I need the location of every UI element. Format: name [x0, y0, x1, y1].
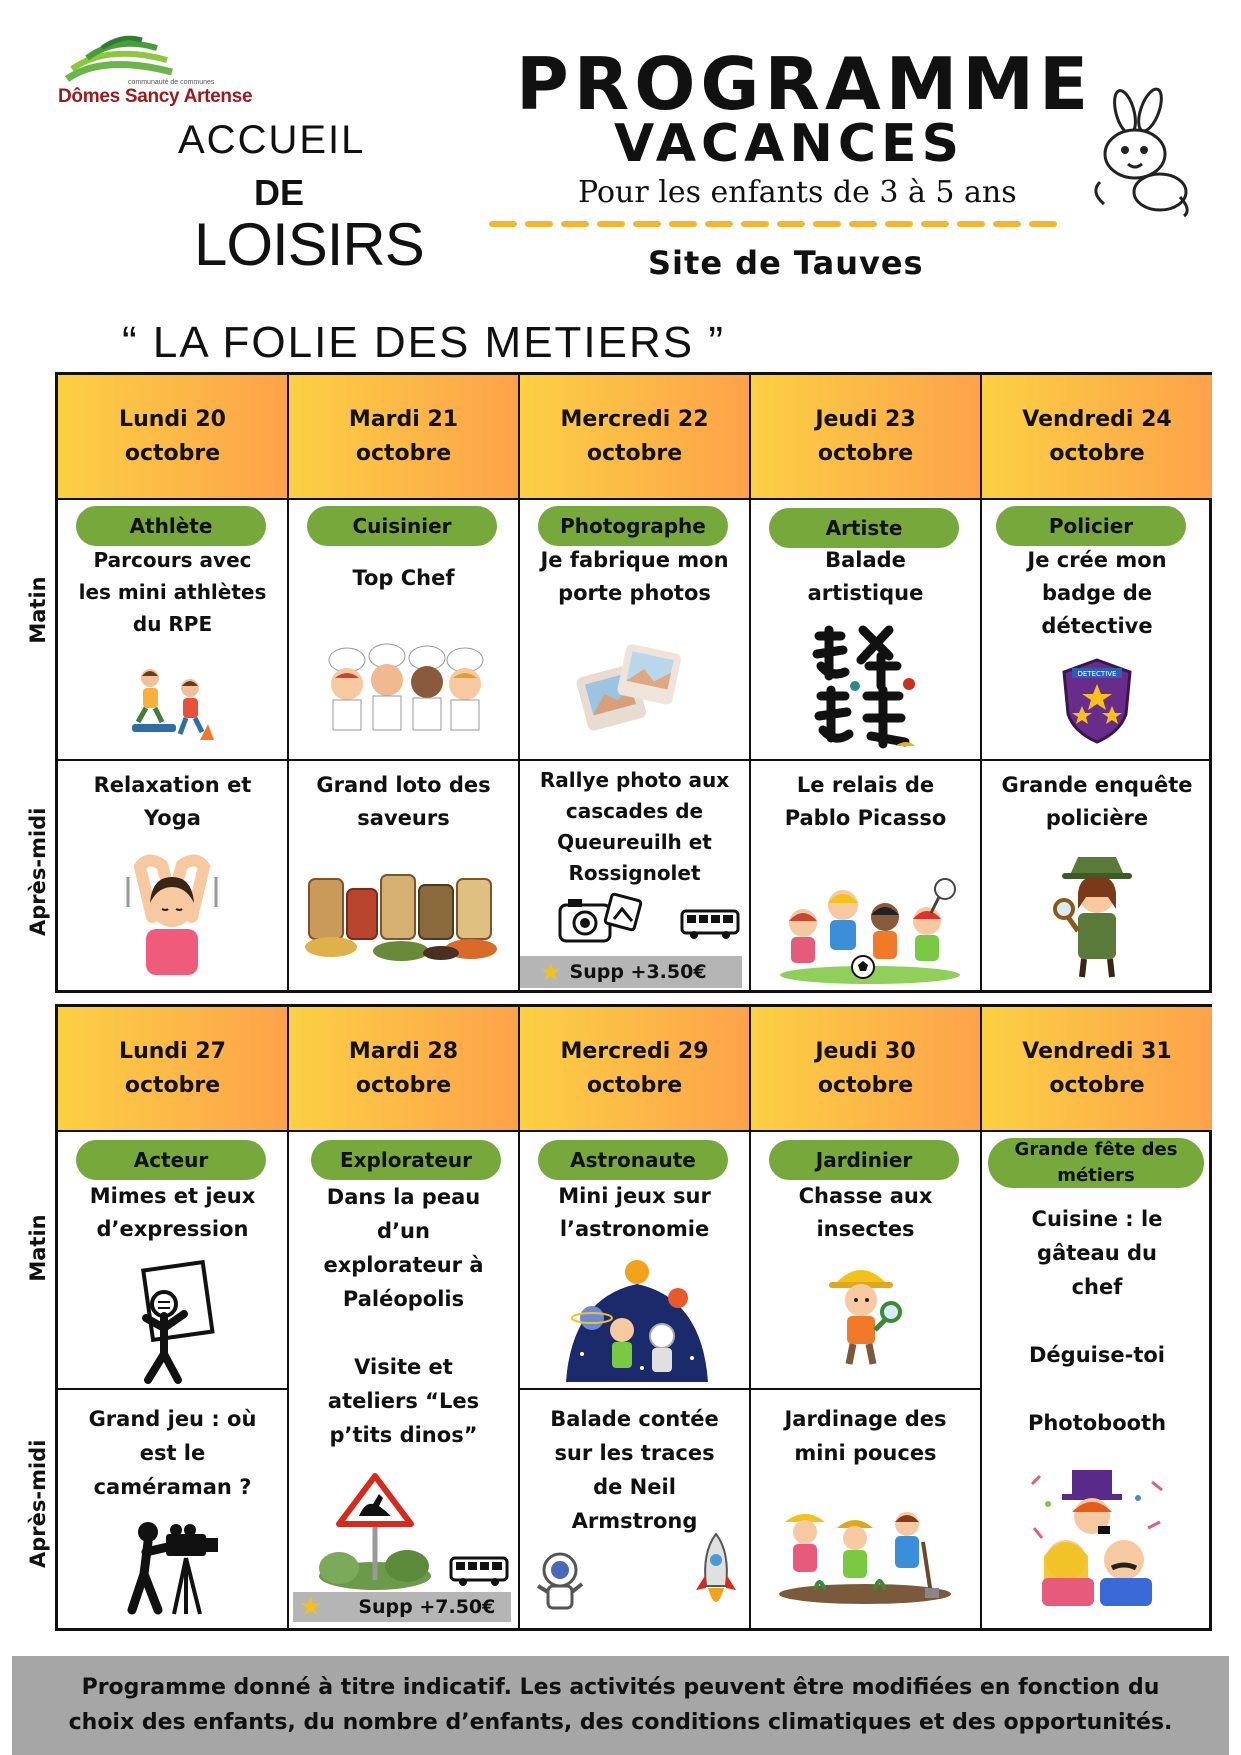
morning-cell: [520, 1132, 751, 1390]
gardening-kids-icon: [775, 1502, 955, 1606]
afternoon-cell: [751, 761, 982, 993]
morning-cell: [58, 1132, 289, 1390]
logo-icon: [62, 34, 182, 84]
star-icon: ★: [299, 1592, 323, 1622]
rabbit-icon: [1080, 92, 1200, 222]
job-pill: Jardinier: [769, 1140, 959, 1180]
activity-text: Je crée mon badge de détective: [1027, 548, 1167, 638]
job-pill: Artiste: [769, 508, 959, 548]
calligraphy-art-icon: [811, 626, 921, 751]
dinosaur-sign-icon: [315, 1472, 435, 1592]
afternoon-label: Après-midi: [26, 1439, 50, 1568]
morning-cell: [751, 500, 982, 761]
morning-cell: [982, 500, 1212, 761]
site-title: Site de Tauves: [648, 244, 924, 282]
activity-text: Grande enquête policière: [1001, 773, 1193, 830]
day-cell-combined: [982, 1132, 1212, 1631]
camera-icon: [558, 895, 642, 945]
space-kids-icon: [562, 1258, 712, 1386]
job-pill: Athlète: [76, 506, 266, 546]
day-header: Vendredi 24 octobre: [982, 375, 1212, 500]
activity-text: Rallye photo aux cascades de Queureuilh et Rossignolet: [539, 768, 730, 885]
detective-girl-icon: [1052, 853, 1142, 983]
page-title-line2: VACANCES: [614, 114, 965, 174]
day-header: Lundi 27 octobre: [58, 1007, 289, 1132]
activity-text: Balade contée sur les traces de Neil Armstrong: [550, 1407, 719, 1533]
day-header: Mardi 21 octobre: [289, 375, 520, 500]
spice-jars-icon: [301, 859, 506, 964]
day-header: Vendredi 31 octobre: [982, 1007, 1212, 1132]
activity-text: Grand jeu : où est le caméraman ?: [88, 1407, 257, 1499]
activity-text: Dans la peau d’un explorateur à Paléopolis Visite et ateliers “Les p’tits dinos”: [323, 1185, 484, 1447]
kids-sports-icon: [777, 877, 963, 985]
bug-hunter-icon: [825, 1260, 905, 1370]
day-header: Jeudi 30 octobre: [751, 1007, 982, 1132]
morning-label: Matin: [26, 1214, 50, 1282]
job-pill: Cuisinier: [307, 506, 497, 546]
logo-name: Dômes Sancy Artense: [58, 86, 253, 107]
afternoon-cell: [982, 761, 1212, 993]
supplement-badge: ★ Supp +3.50€: [520, 956, 742, 988]
yoga-girl-icon: [122, 847, 222, 977]
morning-cell: [520, 500, 751, 761]
afternoon-cell: [520, 761, 751, 993]
afternoon-cell: [289, 761, 520, 993]
job-pill: Astronaute: [538, 1140, 728, 1180]
day-header: Jeudi 23 octobre: [751, 375, 982, 500]
morning-cell: [58, 500, 289, 761]
activity-text: Balade artistique: [807, 548, 924, 605]
activity-text: Cuisine : le gâteau du chef Déguise-toi Photobooth: [1027, 1207, 1167, 1435]
day-header: Mardi 28 octobre: [289, 1007, 520, 1132]
activity-text: Je fabrique mon porte photos: [540, 548, 729, 605]
job-pill: Grande fête des métiers: [988, 1138, 1204, 1188]
activity-text: Mimes et jeux d’expression: [89, 1184, 256, 1241]
day-header: Mercredi 22 octobre: [520, 375, 751, 500]
bus-icon: [449, 1556, 509, 1588]
activity-text: Chasse aux insectes: [798, 1184, 933, 1241]
loisirs-text: LOISIRS: [194, 211, 424, 278]
activity-text: Grand loto des saveurs: [316, 773, 491, 830]
afternoon-label: Après-midi: [26, 807, 50, 936]
kids-athletics-icon: [128, 662, 218, 752]
chef-kids-icon: [325, 638, 485, 738]
activity-text: Mini jeux sur l’astronomie: [558, 1184, 711, 1241]
theme-title: “ LA FOLIE DES METIERS ”: [122, 318, 726, 367]
job-pill: Acteur: [76, 1140, 266, 1180]
day-cell-combined: [289, 1132, 520, 1631]
svg-text:DETECTIVE: DETECTIVE: [1077, 670, 1117, 678]
cameraman-icon: [120, 1518, 220, 1618]
footer-disclaimer: Programme donné à titre indicatif. Les activités peuvent être modifiées en fonction du choix des enfants, du nombre d’enfants, des conditions climatiques et des opportunités.: [12, 1656, 1229, 1755]
star-icon: ★: [540, 958, 562, 986]
activity-text: Le relais de Pablo Picasso: [784, 773, 947, 830]
dashed-underline: [488, 218, 1058, 230]
day-header: Lundi 20 octobre: [58, 375, 289, 500]
bus-icon: [680, 909, 740, 941]
page-title: PROGRAMME: [516, 42, 1094, 126]
afternoon-cell: [520, 1390, 751, 1631]
supplement-badge: ★ Supp +7.50€: [293, 1592, 511, 1622]
activity-text: Jardinage des mini pouces: [784, 1407, 947, 1465]
activity-text: Top Chef: [352, 566, 455, 590]
age-subtitle: Pour les enfants de 3 à 5 ans: [578, 175, 1017, 210]
week2-schedule: [55, 1004, 1212, 1631]
job-pill: Photographe: [538, 506, 728, 546]
party-kids-icon: [1028, 1468, 1168, 1608]
photo-frames-icon: [572, 640, 682, 740]
day-header: Mercredi 29 octobre: [520, 1007, 751, 1132]
logo-subtitle: communauté de communes: [128, 79, 215, 86]
astronaut-rocket-icon: [536, 1530, 736, 1624]
afternoon-cell: [58, 761, 289, 993]
de-text: DE: [254, 172, 305, 213]
detective-badge-icon: [1060, 658, 1134, 744]
mime-icon: [124, 1262, 224, 1386]
morning-cell: [289, 500, 520, 761]
job-pill: Policier: [996, 506, 1186, 546]
afternoon-cell: [751, 1390, 982, 1631]
afternoon-cell: [58, 1390, 289, 1631]
morning-label: Matin: [26, 576, 50, 644]
job-pill: Explorateur: [311, 1140, 501, 1180]
morning-cell: [751, 1132, 982, 1390]
accueil-text: ACCUEIL: [178, 118, 366, 162]
activity-text: Parcours avec les mini athlètes du RPE: [78, 548, 267, 636]
week1-schedule: [55, 372, 1212, 993]
activity-text: Relaxation et Yoga: [93, 773, 252, 830]
